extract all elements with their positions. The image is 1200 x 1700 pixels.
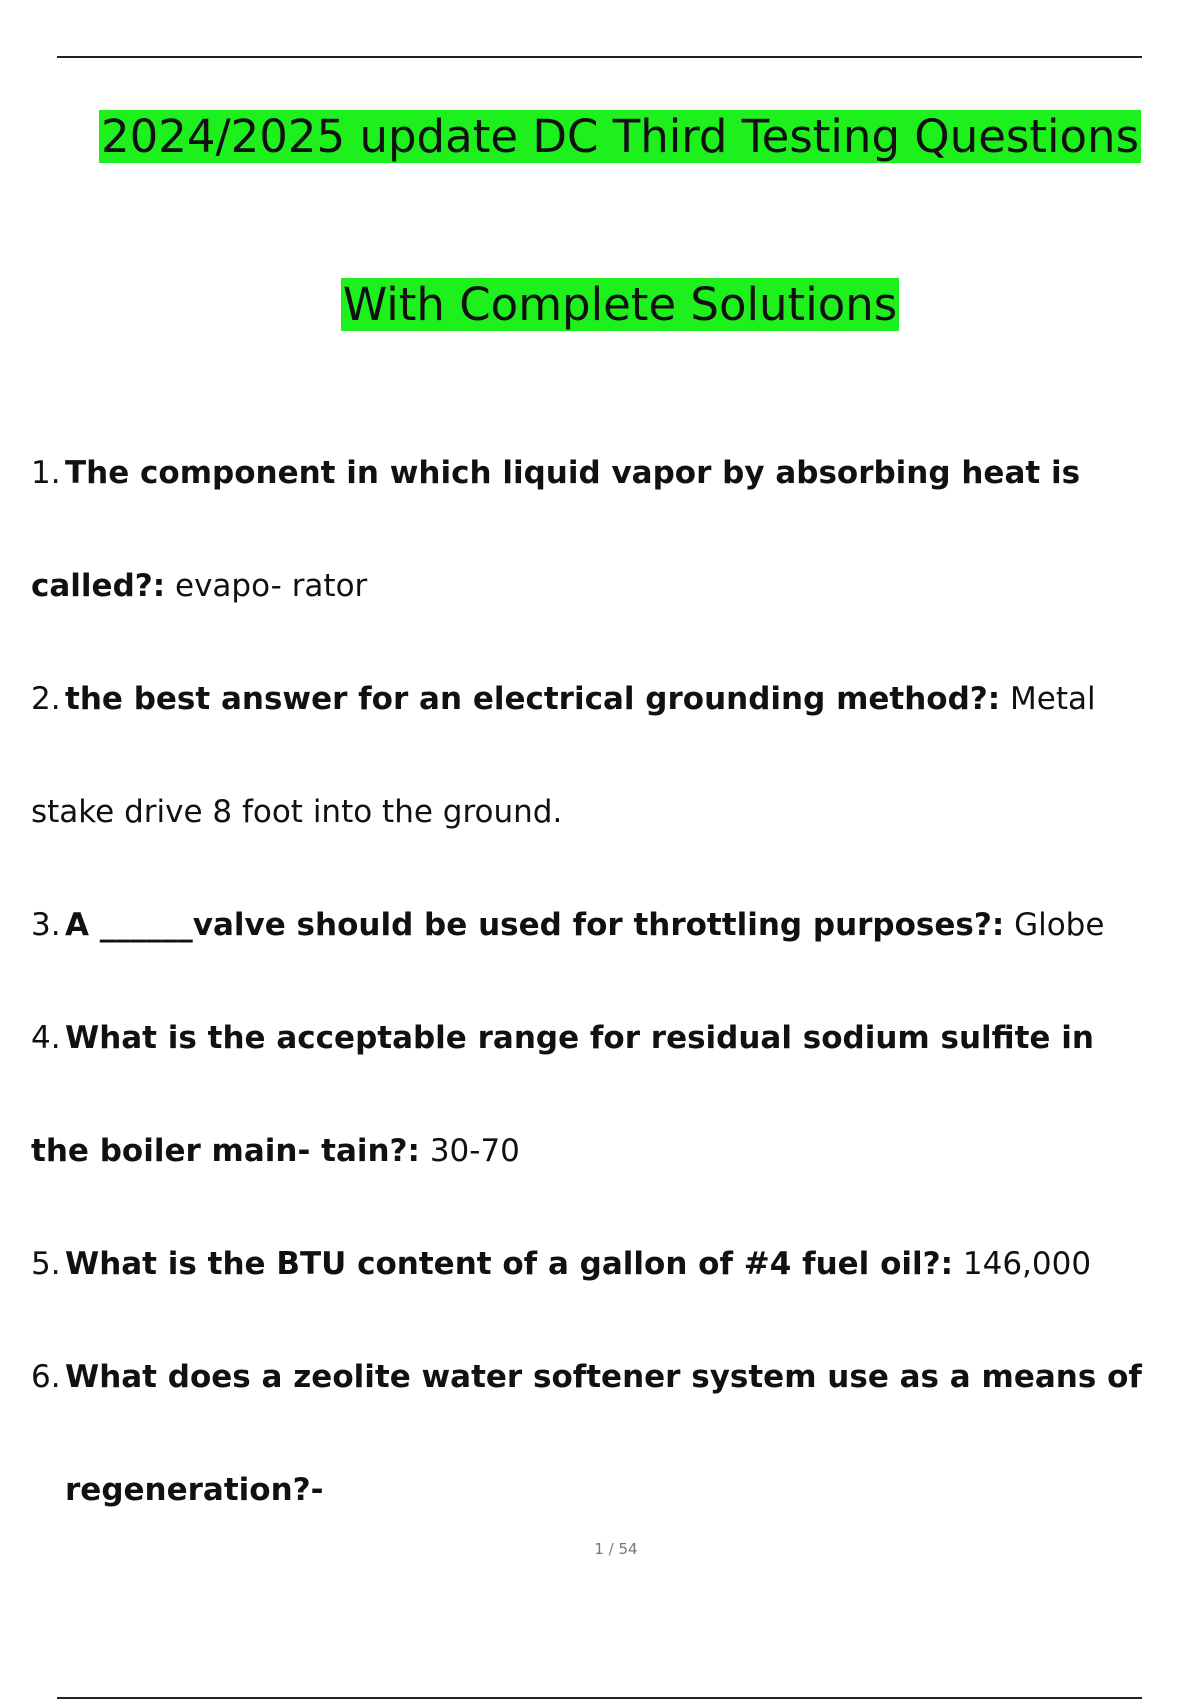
question-text: The component in which liquid vapor by absorbing heat is [65, 455, 1081, 491]
question-3-line-1 [31, 905, 1104, 945]
question-4-line-1 [31, 1018, 1094, 1058]
answer-text: 30-70 [429, 1133, 520, 1169]
page-indicator: 1 / 54 [594, 1540, 638, 1558]
question-2-line-2 [31, 792, 562, 832]
question-1-line-2 [31, 566, 367, 606]
question-text: called?: [31, 568, 166, 604]
question-text: the boiler main- tain?: [31, 1133, 420, 1169]
question-5-line-1 [31, 1244, 1091, 1284]
question-text: regeneration?- [65, 1472, 324, 1508]
question-number: 6. [31, 1359, 61, 1395]
question-number: 2. [31, 681, 61, 717]
title-highlight-2: With Complete Solutions [342, 278, 898, 331]
answer-text: stake drive 8 foot into the ground. [31, 794, 563, 830]
footer-rule [57, 1697, 1142, 1699]
question-6-line-2 [65, 1470, 324, 1510]
document-title-line-1 [20, 108, 1200, 166]
question-1-line-1 [31, 453, 1080, 493]
document-title-line-2 [20, 276, 1200, 334]
question-text: the best answer for an electrical grounding method?: [65, 681, 1001, 717]
question-4-line-2 [31, 1131, 520, 1171]
question-text: A ______valve should be used for throttling purposes?: [65, 907, 1005, 943]
answer-text: Metal [1010, 681, 1096, 717]
question-text: What is the acceptable range for residual sodium sulfite in [65, 1020, 1094, 1056]
question-number: 3. [31, 907, 61, 943]
question-6-line-1 [31, 1357, 1142, 1397]
header-rule [57, 56, 1142, 58]
question-number: 4. [31, 1020, 61, 1056]
answer-text: Globe [1014, 907, 1105, 943]
title-highlight-1: 2024/2025 update DC Third Testing Questions [100, 110, 1140, 163]
question-text: What is the BTU content of a gallon of #4 fuel oil?: [65, 1246, 954, 1282]
question-2-line-1 [31, 679, 1096, 719]
answer-text: 146,000 [962, 1246, 1092, 1282]
answer-text: evapo- rator [175, 568, 368, 604]
question-number: 5. [31, 1246, 61, 1282]
question-text: What does a zeolite water softener system use as a means of [65, 1359, 1142, 1395]
question-number: 1. [31, 455, 61, 491]
